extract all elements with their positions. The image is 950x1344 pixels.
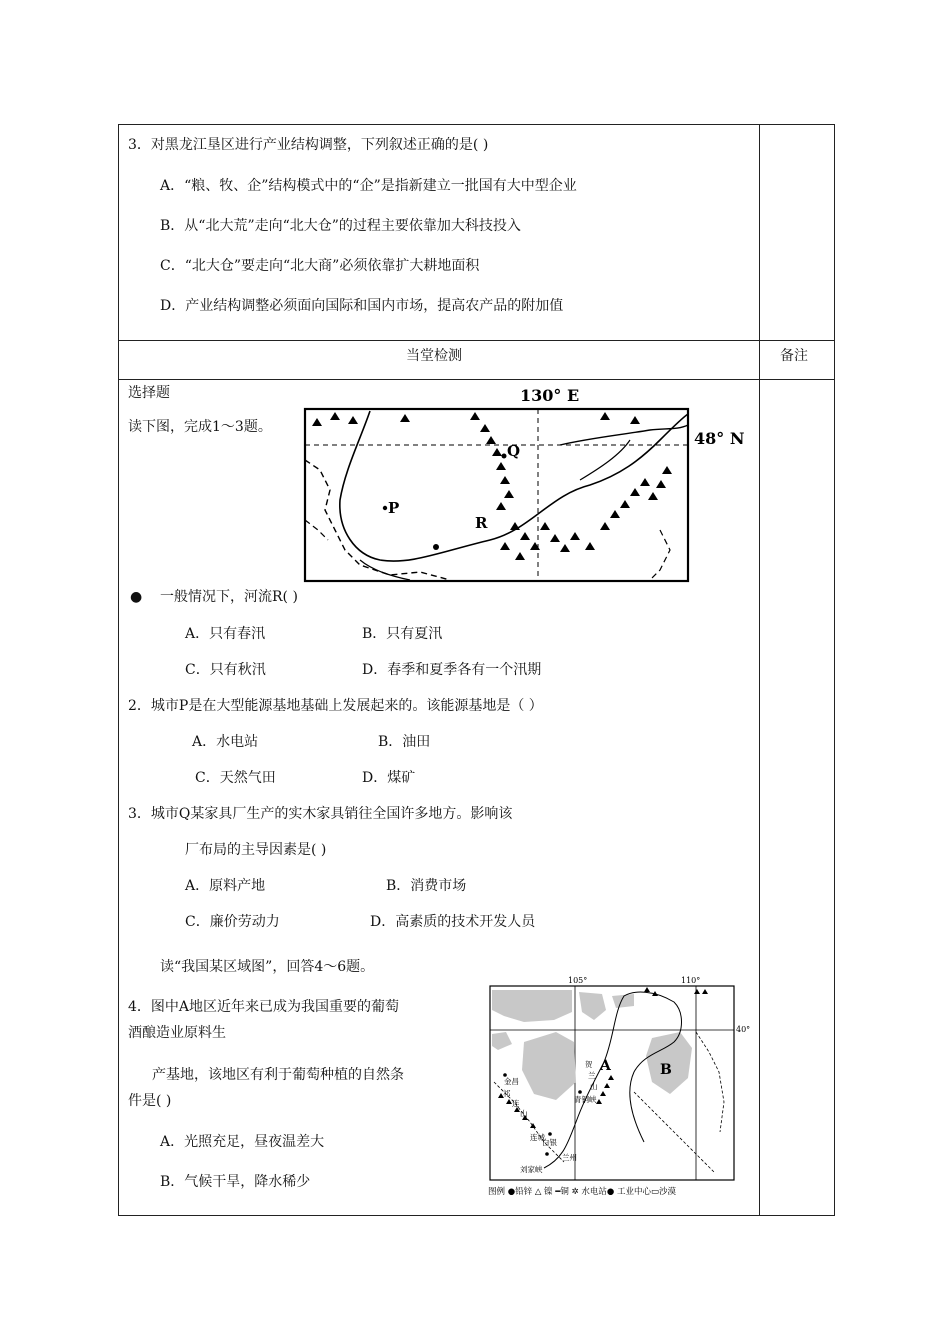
lat-40-label: 40° — [736, 1025, 751, 1034]
lon-110-label: 110° — [681, 976, 701, 985]
intro-map2: 读“我国某区域图”，回答4～6题。 — [160, 959, 375, 975]
section-title: 当堂检测 — [406, 348, 462, 364]
q2-option-d: D．煤矿 — [362, 770, 416, 786]
q2-stem: 2．城市P是在大型能源基地基础上发展起来的。该能源基地是（ ） — [128, 698, 543, 714]
q4-stem-line2: 酒酿造业原料生 — [128, 1025, 226, 1041]
lon-105-label: 105° — [568, 976, 588, 985]
q3-top-option-a: A．“粮、牧、企”结构模式中的“企”是指新建立一批国有大中型企业 — [160, 178, 577, 194]
qingtongxia-label: 青铜峡 — [574, 1095, 597, 1104]
q3-option-b: B．消费市场 — [386, 878, 467, 894]
q3-option-a: A．原料产地 — [185, 878, 266, 894]
q1-stem: 一般情况下，河流R( ) — [160, 589, 298, 605]
intro-map1: 读下图，完成1～3题。 — [128, 419, 272, 435]
river-r-label: R — [475, 514, 488, 532]
remark-column-divider — [759, 125, 760, 1215]
city-p-label: P — [388, 499, 400, 517]
region-map — [484, 972, 754, 1204]
helan-label-3: 山 — [590, 1082, 598, 1091]
map-legend: 图例 ●铅锌 △ 镍 ━铜 ✲ 水电站● 工业中心▭沙漠 — [488, 1187, 677, 1197]
row-divider — [119, 340, 834, 341]
q3-top-option-b: B．从“北大荒”走向“北大仓”的过程主要依靠加大科技投入 — [160, 218, 521, 234]
q4-stem-line3: 产基地，该地区有利于葡萄种植的自然条 — [152, 1067, 404, 1083]
helan-label-2: 兰 — [588, 1071, 596, 1080]
baiyin-label: 白银 — [542, 1138, 557, 1147]
lianchen-label: 连城 — [530, 1133, 545, 1142]
latitude-label: 48° N — [694, 429, 745, 448]
remark-header: 备注 — [780, 348, 808, 364]
longitude-label: 130° E — [520, 386, 580, 405]
area-b-label: B — [660, 1062, 672, 1078]
liujiaxia-label: 刘家峡 — [520, 1165, 543, 1174]
q3-option-d: D．高素质的技术开发人员 — [370, 914, 536, 930]
city-q-label: Q — [507, 442, 521, 460]
qilian-label-3: 山 — [520, 1109, 528, 1118]
bullet-icon: ● — [130, 589, 143, 605]
q4-option-a: A．光照充足，昼夜温差大 — [160, 1134, 325, 1150]
section-label: 选择题 — [128, 385, 170, 401]
q3-stem-line2: 厂布局的主导因素是( ) — [185, 842, 327, 858]
q4-stem-line4: 件是( ) — [128, 1093, 172, 1109]
northeast-china-map — [300, 380, 750, 586]
qilian-label-1: 祁 — [503, 1089, 511, 1098]
q1-option-c: C．只有秋汛 — [185, 662, 266, 678]
q3-top-option-d: D．产业结构调整必须面向国际和国内市场，提高农产品的附加值 — [160, 298, 564, 314]
q3-option-c: C．廉价劳动力 — [185, 914, 280, 930]
area-a-label: A — [600, 1058, 611, 1074]
q1-option-b: B．只有夏汛 — [362, 626, 443, 642]
qilian-label-2: 连 — [512, 1099, 520, 1108]
q4-stem-line1: 4．图中A地区近年来已成为我国重要的葡萄 — [128, 999, 400, 1015]
q1-option-d: D．春季和夏季各有一个汛期 — [362, 662, 542, 678]
q3-top-stem: 3．对黑龙江垦区进行产业结构调整，下列叙述正确的是( ) — [128, 137, 489, 153]
q3-stem-line1: 3．城市Q某家具厂生产的实木家具销往全国许多地方。影响该 — [128, 806, 513, 822]
q4-option-b: B．气候干旱，降水稀少 — [160, 1174, 311, 1190]
jinchang-label: 金昌 — [504, 1077, 519, 1086]
lanzhou-label: 兰州 — [562, 1153, 577, 1162]
q1-option-a: A．只有春汛 — [185, 626, 266, 642]
q3-top-option-c: C．“北大仓”要走向“北大商”必须依靠扩大耕地面积 — [160, 258, 480, 274]
helan-label-1: 贺 — [585, 1060, 593, 1069]
q2-option-b: B．油田 — [378, 734, 431, 750]
q2-option-a: A．水电站 — [192, 734, 259, 750]
q2-option-c: C．天然气田 — [195, 770, 276, 786]
